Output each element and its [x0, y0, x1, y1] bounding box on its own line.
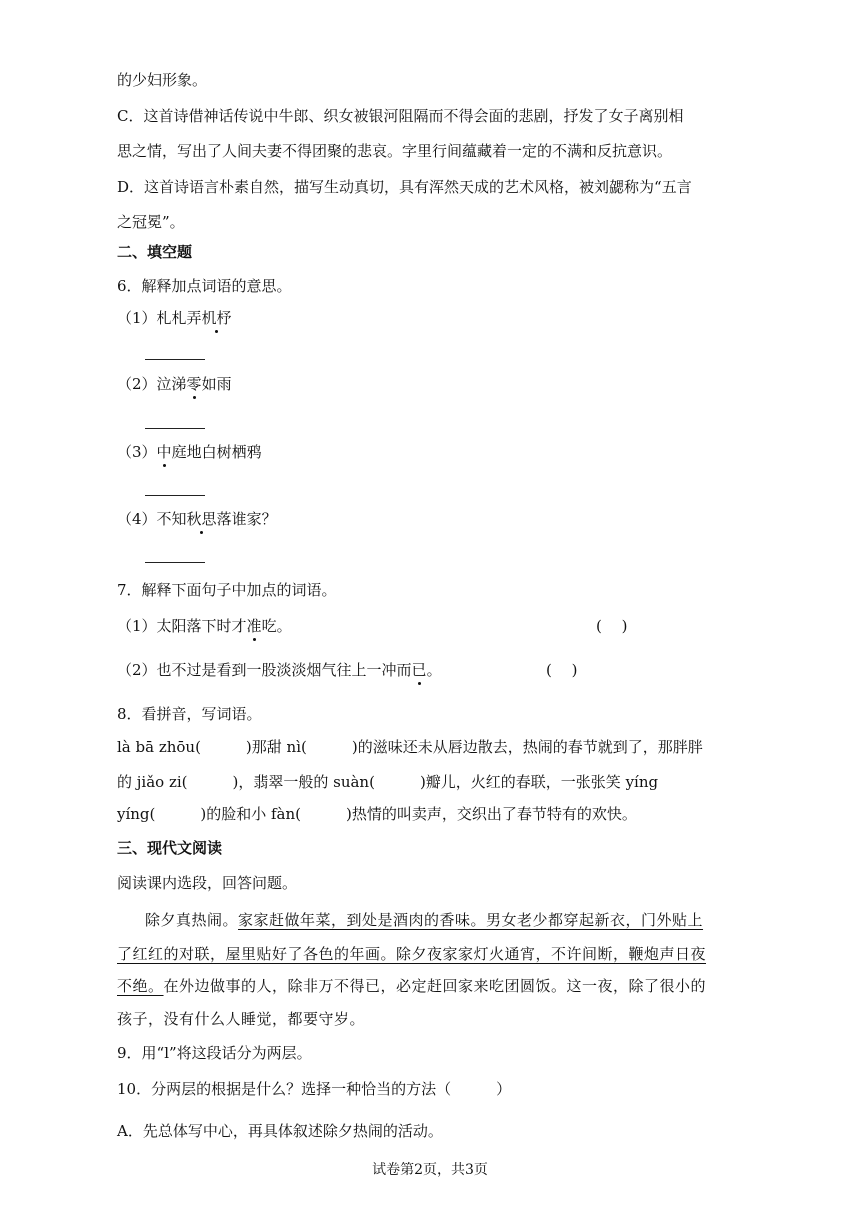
option-c-line-1: C．这首诗借神话传说中牛郎、织女被银河阻隔而不得会面的悲剧，抒发了女子离别相	[117, 107, 684, 125]
dotted-word: 中	[156, 443, 172, 461]
q7-sentence-1: （1）太阳落下时才准吃。	[117, 617, 292, 635]
q9-stem: 9．用“l”将这段话分为两层。	[117, 1044, 312, 1062]
q8-line-1: là bā zhōu( )那甜 nì( )的滋味还未从唇边散去，热闹的春节就到了，那胖胖	[117, 738, 703, 756]
option-d-line-1: D．这首诗语言朴素自然，描写生动真切，具有浑然天成的艺术风格，被刘勰称为“五言	[117, 178, 692, 196]
passage-line-1: 除夕真热闹。家家赶做年菜，到处是酒肉的香味。男女老少都穿起新衣，门外贴上	[145, 911, 704, 929]
passage-line-4: 孩子，没有什么人睡觉，都要守岁。	[117, 1010, 366, 1028]
answer-blank[interactable]	[145, 495, 205, 496]
q6-item-2: （2）泣涕零如雨	[117, 375, 232, 393]
reading-intro: 阅读课内选段，回答问题。	[117, 874, 298, 892]
option-c-line-2: 思之情，写出了人间夫妻不得团聚的悲哀。字里行间蕴藏着一定的不满和反抗意识。	[117, 142, 673, 160]
text-line: 的少妇形象。	[117, 71, 208, 89]
dotted-word: 机杼	[201, 309, 232, 327]
q8-line-3: yíng( )的脸和小 fàn( )热情的叫卖声，交织出了春节特有的欢快。	[117, 805, 637, 823]
q6-item-3: （3）中庭地白树栖鸦	[117, 443, 262, 461]
page-footer: 试卷第2页，共3页	[372, 1162, 488, 1178]
q10-option-a: A．先总体写中心，再具体叙述除夕热闹的活动。	[117, 1122, 443, 1140]
q8-stem: 8．看拼音，写词语。	[117, 705, 262, 723]
passage-line-3: 不绝。在外边做事的人，除非万不得已，必定赶回家来吃团圆饭。这一夜，除了很小的	[117, 977, 707, 995]
answer-blank[interactable]	[145, 359, 205, 360]
answer-paren[interactable]: ( )	[596, 617, 628, 635]
q6-item-1: （1）札札弄机杼	[117, 309, 232, 327]
answer-blank[interactable]	[145, 562, 205, 563]
underlined-text: 不绝。	[117, 977, 164, 995]
q7-stem: 7．解释下面句子中加点的词语。	[117, 581, 337, 599]
passage-line-2: 了红红的对联，屋里贴好了各色的年画。除夕夜家家灯火通宵，不许间断，鞭炮声日夜	[117, 945, 707, 963]
option-d-line-2: 之冠冕”。	[117, 213, 185, 231]
section-title-reading: 三、现代文阅读	[117, 839, 223, 857]
answer-paren[interactable]: ( )	[546, 661, 578, 679]
dotted-word: 已	[411, 661, 427, 679]
q8-line-2: 的 jiǎo zi( )，翡翠一般的 suàn( )瓣儿，火红的春联，一张张笑 yíng	[117, 773, 659, 791]
dotted-word: 零	[186, 375, 202, 393]
q7-sentence-2: （2）也不过是看到一股淡淡烟气往上一冲而已。	[117, 661, 442, 679]
q6-item-4: （4）不知秋思落谁家？	[117, 510, 277, 528]
answer-blank[interactable]	[145, 428, 205, 429]
underlined-text: 家家赶做年菜，到处是酒肉的香味。男女老少都穿起新衣，门外贴上	[238, 911, 704, 929]
q6-stem: 6．解释加点词语的意思。	[117, 277, 292, 295]
dotted-word: 秋思	[186, 510, 217, 528]
section-title-fill-blank: 二、填空题	[117, 243, 193, 261]
dotted-word: 准	[246, 617, 262, 635]
q10-stem: 10．分两层的根据是什么？选择一种恰当的方法（ ）	[117, 1080, 512, 1098]
